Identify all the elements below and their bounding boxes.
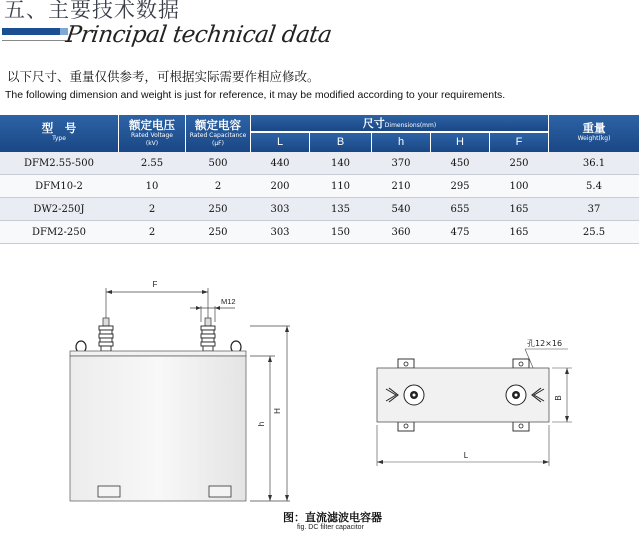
header-capacitance-en: Rated Capacitance — [189, 132, 247, 139]
terminal-right — [201, 318, 215, 351]
header-voltage-unit: (kV) — [145, 140, 159, 147]
cell-L: 440 — [270, 158, 290, 169]
cell-H: 475 — [450, 227, 470, 238]
cell-capacitance: 500 — [208, 158, 228, 169]
cell-type: DFM2.55-500 — [24, 158, 94, 169]
cell-weight: 37 — [587, 204, 601, 215]
cell-weight: 25.5 — [582, 227, 606, 238]
cell-H: 655 — [450, 204, 470, 215]
table-row — [0, 152, 639, 175]
title-accent-bar — [2, 28, 60, 35]
cell-h: 540 — [391, 204, 411, 215]
header-type-cn: 型 号 — [41, 121, 77, 135]
cell-F: 165 — [509, 204, 529, 215]
spec-table — [0, 115, 639, 238]
cell-L: 200 — [270, 181, 290, 192]
header-capacitance-unit: (μF) — [212, 140, 224, 147]
table-row — [0, 221, 639, 244]
script-title: Principal technical data — [64, 22, 334, 48]
cell-weight: 5.4 — [586, 181, 602, 192]
header-L: L — [251, 133, 309, 152]
front-view — [70, 280, 290, 501]
cell-voltage: 2 — [148, 227, 156, 238]
cell-B: 110 — [330, 181, 351, 192]
label-L: L — [463, 451, 469, 460]
title-rule — [2, 40, 72, 41]
label-F: F — [152, 280, 158, 289]
header-dimensions-en: Dimensions(mm) — [384, 122, 437, 129]
header-capacitance-cn: 额定电容 — [195, 118, 241, 132]
cell-voltage: 10 — [145, 181, 159, 192]
header-weight-cn: 重量 — [582, 121, 606, 135]
header-F: F — [490, 133, 548, 152]
cell-h: 360 — [391, 227, 411, 238]
capacitor-body — [70, 356, 246, 501]
header-weight — [549, 115, 639, 152]
note-english: The following dimension and weight is just for reference, it may be modified according to your requirements. — [5, 89, 506, 101]
cell-B: 135 — [330, 204, 351, 215]
cell-F: 250 — [509, 158, 529, 169]
cell-type: DFM2-250 — [31, 227, 87, 238]
header-type — [0, 115, 118, 152]
header-voltage-en: Rated Voltage — [131, 132, 173, 139]
cell-L: 303 — [270, 204, 290, 215]
cell-h: 210 — [391, 181, 411, 192]
cell-B: 150 — [330, 227, 351, 238]
label-hole: 孔12×16 — [527, 339, 563, 348]
cell-type: DFM10-2 — [35, 181, 83, 192]
cell-type: DW2-250J — [33, 204, 85, 215]
cell-B: 140 — [330, 158, 351, 169]
top-view — [377, 338, 572, 466]
label-B: B — [554, 395, 563, 401]
header-type-en: Type — [52, 135, 66, 142]
figure-caption-cn: 图：直流滤波电容器 — [283, 511, 382, 524]
cell-voltage: 2 — [148, 204, 156, 215]
figure-caption-en: fig. DC filter capacitor — [297, 524, 364, 531]
table-header — [0, 115, 639, 152]
header-voltage — [119, 115, 185, 152]
cell-capacitance: 250 — [208, 227, 228, 238]
header-dimensions-cn: 尺寸 — [362, 117, 385, 130]
cell-capacitance: 2 — [214, 181, 222, 192]
cell-voltage: 2.55 — [140, 158, 164, 169]
capacitor-drawing — [0, 270, 639, 536]
header-weight-en: Weight(kg) — [577, 135, 611, 142]
header-B: B — [310, 133, 371, 152]
cell-capacitance: 250 — [208, 204, 228, 215]
header-capacitance — [186, 115, 250, 152]
cell-F: 100 — [509, 181, 529, 192]
cell-L: 303 — [270, 227, 290, 238]
label-H: H — [273, 408, 282, 414]
header-h: h — [372, 133, 430, 152]
table-row — [0, 175, 639, 198]
table-body — [0, 152, 639, 244]
table-row — [0, 198, 639, 221]
section-title: 五、主要技术数据 — [4, 0, 180, 22]
header-dimensions — [251, 115, 548, 132]
note-chinese: 以下尺寸、重量仅供参考，可根据实际需要作相应修改。 — [7, 69, 320, 84]
header-H: H — [431, 133, 489, 152]
cell-H: 295 — [450, 181, 470, 192]
header-voltage-cn: 额定电压 — [129, 118, 175, 132]
cell-F: 165 — [509, 227, 529, 238]
cell-H: 450 — [450, 158, 470, 169]
cell-weight: 36.1 — [582, 158, 606, 169]
label-M12: M12 — [221, 297, 236, 306]
terminal-left — [99, 318, 113, 351]
cell-h: 370 — [391, 158, 411, 169]
label-h: h — [257, 421, 266, 427]
